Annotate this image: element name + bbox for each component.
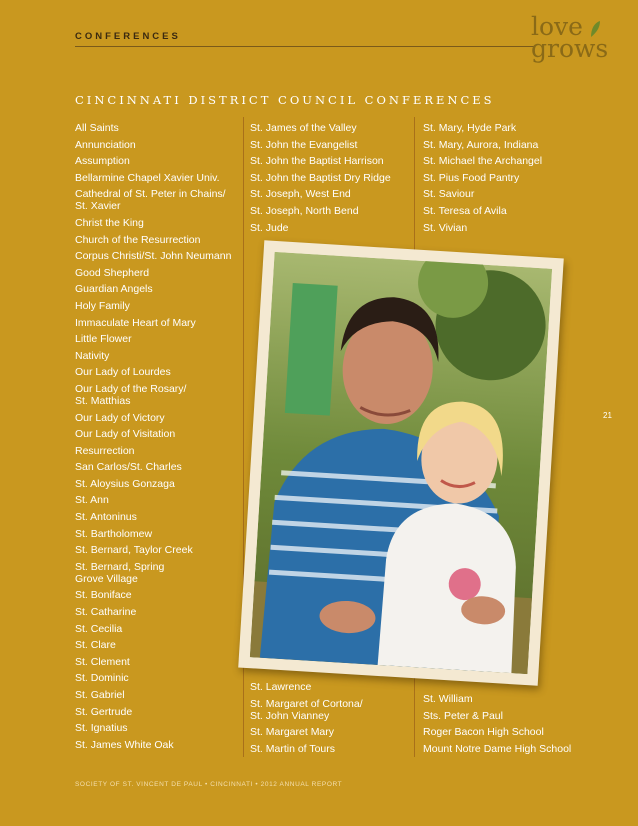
conference-item: Our Lady of Victory: [75, 411, 165, 424]
conference-item: St. Vivian: [423, 221, 468, 234]
conference-item: Our Lady of Lourdes: [75, 366, 171, 379]
conference-item: St. Michael the Archangel: [423, 155, 543, 168]
conference-item: St. Dominic: [75, 672, 129, 685]
conference-item: St. Aloysius Gonzaga: [75, 477, 175, 490]
conference-item: St. Bernard, Taylor Creek: [75, 544, 193, 557]
conference-item: St. Bernard, Spring Grove Village: [75, 560, 165, 585]
conference-item: St. James White Oak: [75, 738, 174, 751]
page-number: 21: [603, 411, 612, 420]
section-label: CONFERENCES: [75, 31, 181, 42]
leaf-icon: [589, 20, 601, 38]
conference-item: St. Bartholomew: [75, 527, 153, 540]
conference-item: St. John the Baptist Dry Ridge: [250, 171, 391, 184]
conference-list-col1: [75, 122, 240, 755]
conference-item: St. Ann: [75, 494, 109, 507]
conference-item: Sts. Peter & Paul: [423, 709, 503, 722]
conference-list-col2-top: [250, 122, 410, 238]
conference-item: St. Clare: [75, 639, 116, 652]
conference-item: Our Lady of the Rosary/ St. Matthias: [75, 382, 187, 407]
conference-item: All Saints: [75, 122, 119, 134]
conference-item: St. Teresa of Avila: [423, 204, 507, 217]
conference-item: Roger Bacon High School: [423, 726, 544, 739]
conference-list-col3-bottom: [423, 693, 593, 759]
conference-item: St. Lawrence: [250, 681, 312, 693]
conference-item: St. Martin of Tours: [250, 742, 336, 755]
conference-item: St. Antoninus: [75, 511, 137, 524]
conference-item: Annunciation: [75, 138, 136, 151]
footer-text: SOCIETY OF ST. VINCENT DE PAUL • CINCINNATI • 2012 ANNUAL REPORT: [75, 781, 343, 788]
conference-item: Mount Notre Dame High School: [423, 742, 572, 755]
top-rule: [75, 46, 535, 47]
conference-item: St. William: [423, 693, 473, 705]
conference-item: St. Margaret Mary: [250, 726, 335, 739]
love-grows-logo: [527, 14, 607, 64]
conference-item: St. Boniface: [75, 589, 132, 602]
conference-item: Guardian Angels: [75, 283, 153, 296]
conference-item: Immaculate Heart of Mary: [75, 316, 196, 329]
conference-item: St. Catharine: [75, 606, 137, 619]
photo-frame: [238, 240, 564, 686]
page-heading: CINCINNATI DISTRICT COUNCIL CONFERENCES: [75, 93, 495, 107]
conference-item: St. John the Evangelist: [250, 138, 358, 151]
conference-item: Assumption: [75, 155, 130, 168]
conference-item: St. Joseph, North Bend: [250, 204, 359, 217]
conference-item: St. James of the Valley: [250, 122, 357, 134]
conference-item: Our Lady of Visitation: [75, 428, 176, 441]
conference-item: San Carlos/St. Charles: [75, 461, 182, 474]
conference-item: St. Saviour: [423, 188, 475, 201]
conference-item: Holy Family: [75, 299, 130, 312]
conference-item: Church of the Resurrection: [75, 233, 201, 246]
conference-item: St. Ignatius: [75, 722, 128, 735]
conference-item: St. Gabriel: [75, 689, 125, 701]
conference-item: Bellarmine Chapel Xavier Univ.: [75, 171, 220, 184]
conference-item: St. Margaret of Cortona/ St. John Vianney: [250, 697, 363, 722]
conference-item: St. Mary, Aurora, Indiana: [423, 138, 539, 151]
conference-item: St. John the Baptist Harrison: [250, 155, 384, 168]
conference-item: St. Gertrude: [75, 705, 133, 718]
conference-list-col3-top: [423, 122, 583, 238]
conference-item: St. Clement: [75, 655, 130, 668]
conference-item: Good Shepherd: [75, 266, 150, 279]
photo-grandfather-granddaughter: [250, 252, 552, 674]
conference-item: Nativity: [75, 349, 110, 362]
conference-item: Corpus Christi/St. John Neumann: [75, 250, 232, 263]
conference-item: St. Joseph, West End: [250, 188, 351, 201]
conference-item: St. Pius Food Pantry: [423, 171, 520, 184]
logo-text-grows: grows: [531, 34, 609, 63]
conference-item: St. Jude: [250, 221, 289, 234]
conference-list-col2-bottom: [250, 681, 410, 759]
conference-item: Christ the King: [75, 216, 144, 229]
logo-text-love: love: [531, 12, 583, 41]
conference-item: St. Cecilia: [75, 622, 123, 635]
conference-item: Resurrection: [75, 444, 135, 457]
conference-item: St. Mary, Hyde Park: [423, 122, 517, 134]
conference-item: Little Flower: [75, 333, 132, 346]
conference-item: Cathedral of St. Peter in Chains/ St. Xavier: [75, 188, 226, 213]
